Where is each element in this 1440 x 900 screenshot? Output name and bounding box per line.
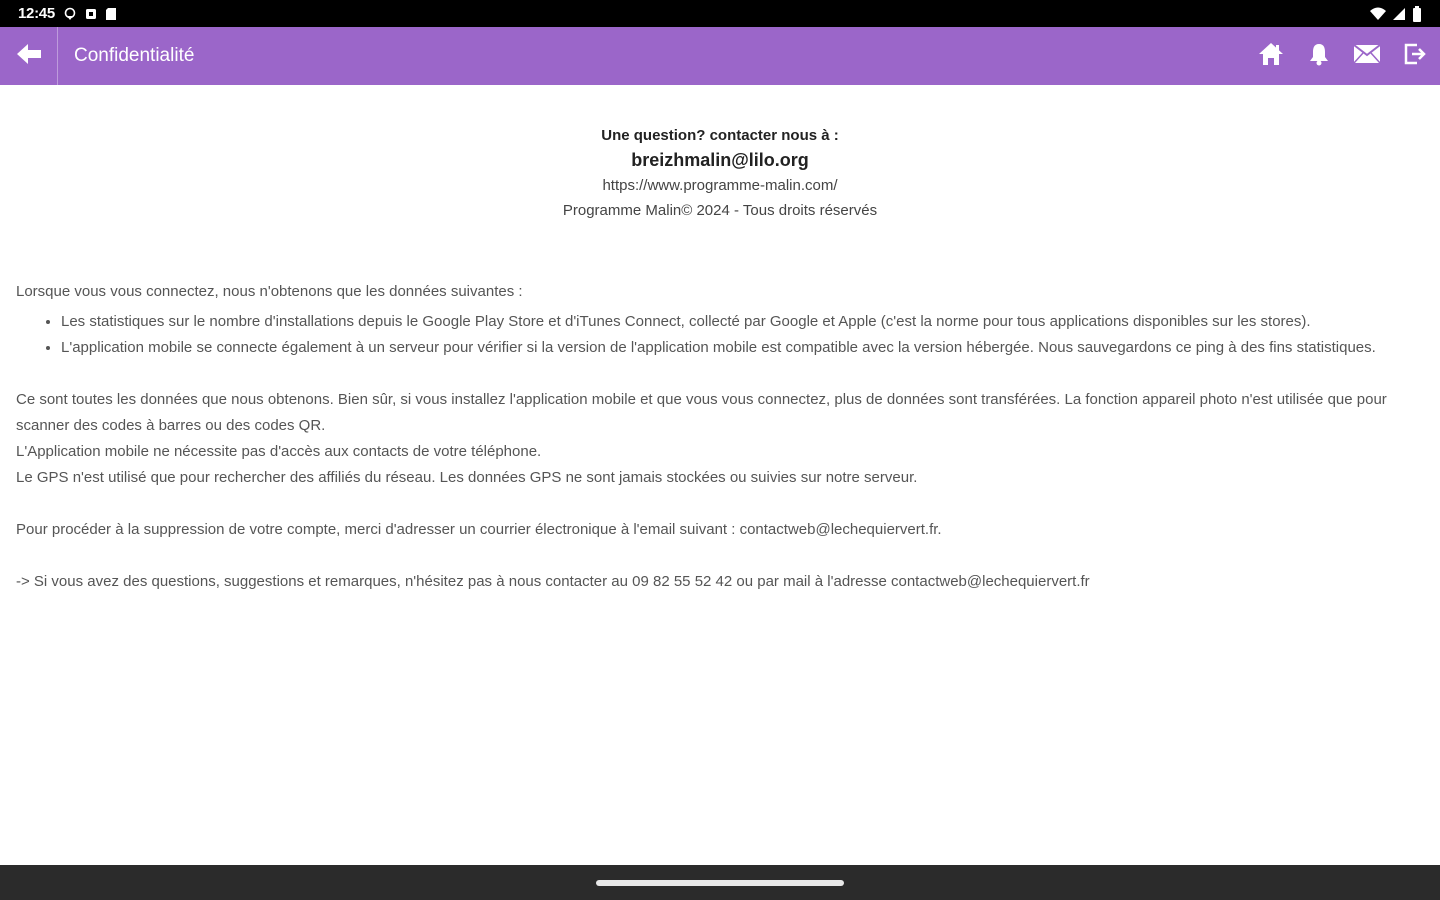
status-time: 12:45 (18, 5, 55, 22)
spacer (16, 543, 1424, 569)
navigation-bar (0, 865, 1440, 900)
logout-icon (1403, 43, 1427, 70)
notifications-button[interactable] (1304, 41, 1334, 71)
policy-paragraph: Le GPS n'est utilisé que pour rechercher des affiliés du réseau. Les données GPS ne sont jamais stockées ou suivies sur notre serveur. (16, 469, 918, 486)
home-gesture-handle[interactable] (596, 880, 844, 886)
status-left (18, 5, 117, 22)
app-actions (1256, 41, 1440, 71)
sd-card-icon (105, 7, 117, 21)
policy-paragraph: Ce sont toutes les données que nous obtenons. Bien sûr, si vous installez l'application mobile et que vous vous connectez, plus de données sont transférées. La fonction appareil photo n'est utilisée que pour scanner des codes à barres ou des codes QR. (16, 391, 1387, 434)
logout-button[interactable] (1400, 41, 1430, 71)
list-item: • L'application mobile se connecte également à un serveur pour vérifier si la version de l'application mobile est compatible avec la version hébergée. Nous sauvegardons ce ping à des fins statistiques. (61, 335, 1424, 361)
battery-icon (1412, 6, 1422, 22)
arrow-left-icon (16, 43, 42, 70)
spacer (16, 491, 1424, 517)
list-item: • Les statistiques sur le nombre d'installations depuis le Google Play Store et d'iTunes Connect, collecté par Google et Apple (c'est la norme pour tous applications disponibles sur les stores). (61, 309, 1424, 335)
status-bar (0, 0, 1440, 27)
back-button[interactable] (0, 27, 58, 85)
copyright-text: Programme Malin© 2024 - Tous droits réservés (562, 202, 878, 219)
policy-intro: Lorsque vous vous connectez, nous n'obtenons que les données suivantes : (16, 283, 523, 300)
policy-paragraph: L'Application mobile ne nécessite pas d'accès aux contacts de votre téléphone. (16, 443, 542, 460)
website-link[interactable]: https://www.programme-malin.com/ (602, 177, 838, 194)
contact-email-link[interactable]: breizhmalin@lilo.org (631, 150, 809, 170)
privacy-policy (16, 279, 1424, 595)
page-title: Confidentialité (74, 45, 195, 66)
app-bar (0, 27, 1440, 85)
status-right (1370, 6, 1422, 22)
contact-question: Une question? contacter nous à : (601, 127, 839, 144)
signal-icon (1392, 7, 1406, 21)
messages-button[interactable] (1352, 41, 1382, 71)
data-collected-list (16, 309, 1424, 361)
home-button[interactable] (1256, 41, 1286, 71)
mail-icon (1353, 44, 1381, 69)
sim-icon (85, 8, 97, 20)
contact-block (16, 123, 1424, 223)
privacy-content (0, 85, 1440, 865)
wifi-icon (1370, 7, 1386, 21)
account-deletion-text: Pour procéder à la suppression de votre compte, merci d'adresser un courrier électronique à l'email suivant : contactweb@lechequiervert.fr. (16, 521, 942, 538)
bell-icon (1308, 42, 1330, 71)
home-icon (1258, 42, 1284, 71)
questions-text: -> Si vous avez des questions, suggestions et remarques, n'hésitez pas à nous contacter au 09 82 55 52 42 ou par mail à l'adresse contactweb@lechequiervert.fr (16, 573, 1090, 590)
location-icon (63, 7, 77, 21)
